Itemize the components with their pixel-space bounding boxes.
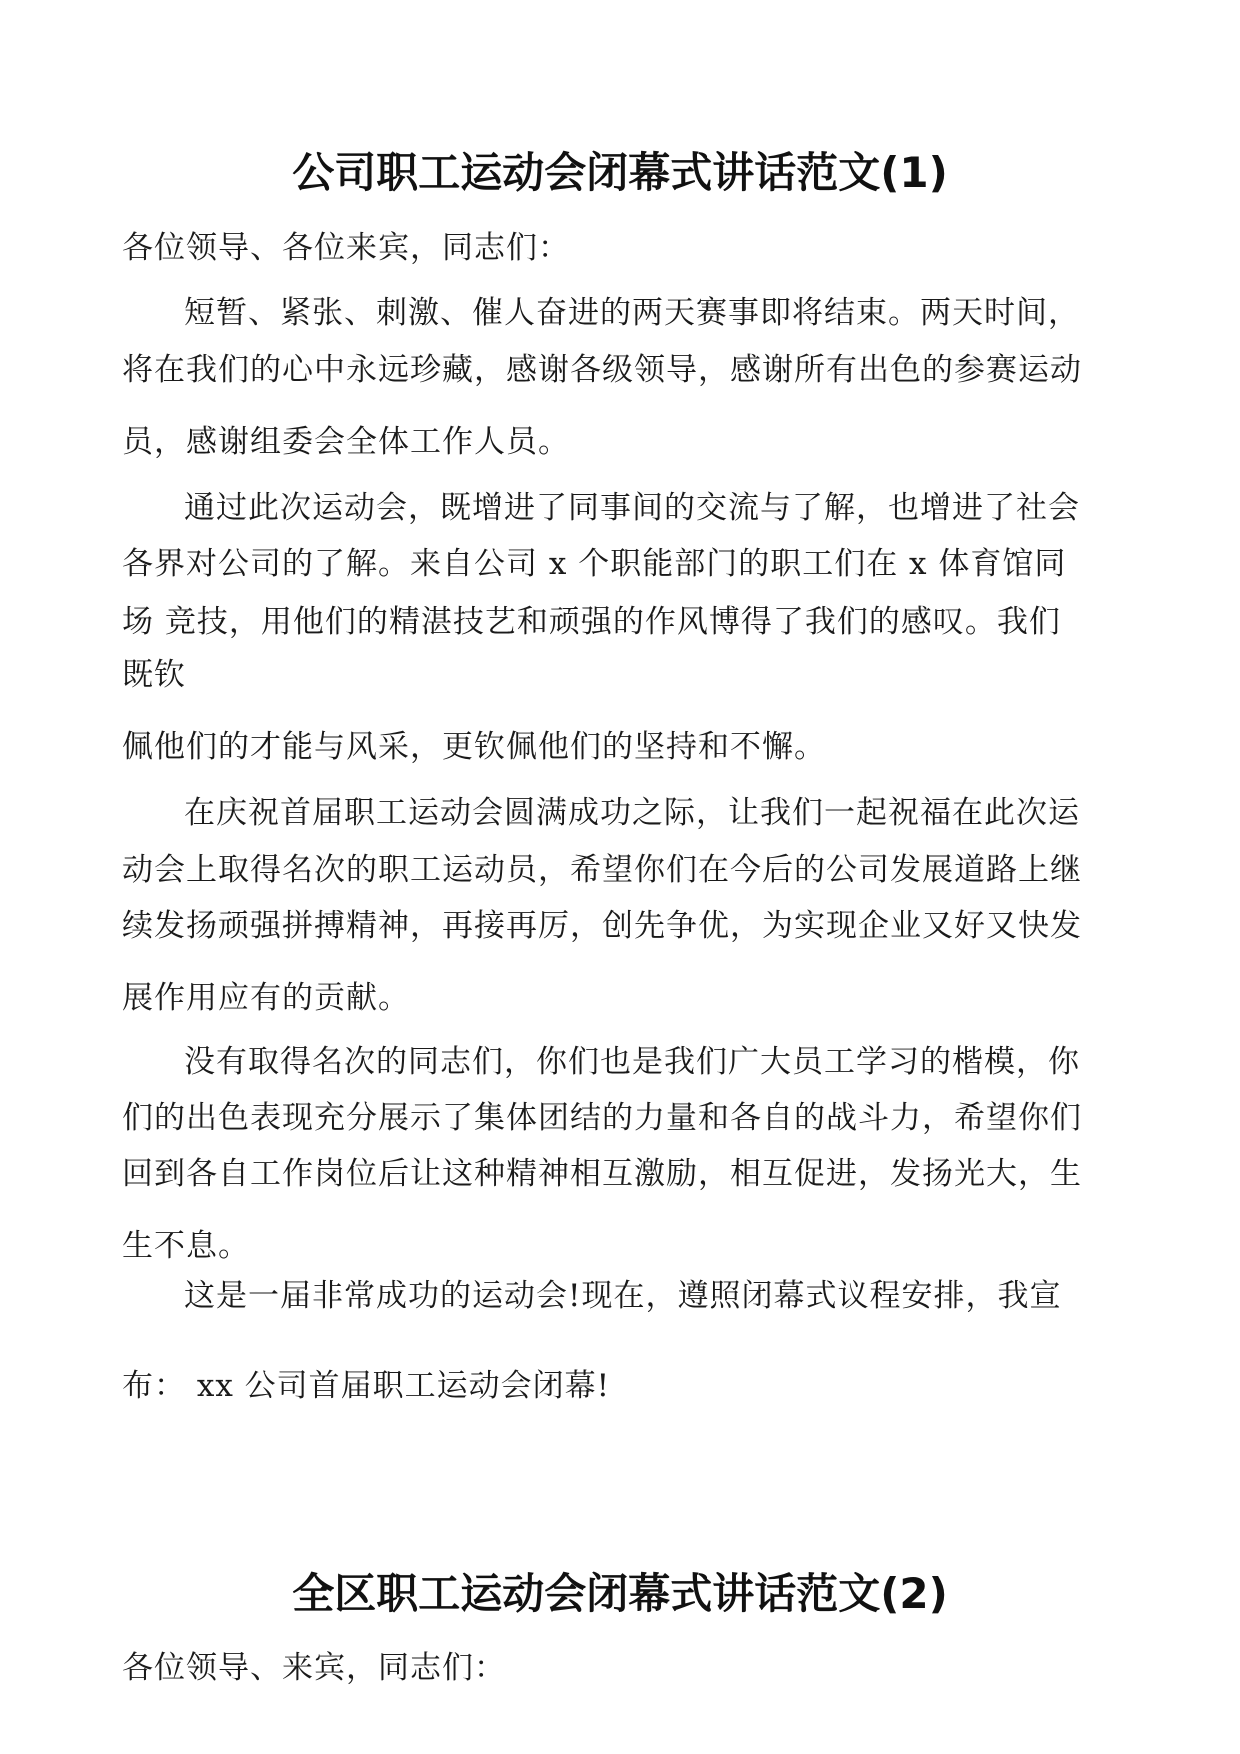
- paragraph-line: 布： xx 公司首届职工运动会闭幕!: [122, 1368, 611, 1404]
- paragraph-line: 佩他们的才能与风采，更钦佩他们的坚持和不懈。: [122, 729, 826, 765]
- paragraph-line: 展作用应有的贡献。: [122, 980, 410, 1016]
- paragraph-line: 既钦: [122, 657, 186, 693]
- paragraph-line: 回到各自工作岗位后让这种精神相互激励，相互促进，发扬光大，生: [122, 1156, 1082, 1192]
- paragraph-line: 在庆祝首届职工运动会圆满成功之际，让我们一起祝福在此次运: [184, 795, 1080, 831]
- paragraph-line: 这是一届非常成功的运动会!现在，遵照闭幕式议程安排，我宣: [184, 1278, 1062, 1314]
- paragraph-line: 员，感谢组委会全体工作人员。: [122, 424, 570, 460]
- paragraph-line: 通过此次运动会，既增进了同事间的交流与了解，也增进了社会: [184, 490, 1080, 526]
- paragraph-line: 们的出色表现充分展示了集体团结的力量和各自的战斗力，希望你们: [122, 1100, 1082, 1136]
- section1-title: 公司职工运动会闭幕式讲话范文(1): [292, 148, 948, 197]
- paragraph-line: 将在我们的心中永远珍藏，感谢各级领导，感谢所有出色的参赛运动: [122, 352, 1082, 388]
- section2-title: 全区职工运动会闭幕式讲话范文(2): [292, 1569, 948, 1618]
- paragraph-line: 场 竞技，用他们的精湛技艺和顽强的作风博得了我们的感叹。我们: [122, 604, 1061, 640]
- paragraph-line: 动会上取得名次的职工运动员，希望你们在今后的公司发展道路上继: [122, 852, 1082, 888]
- paragraph-line: 没有取得名次的同志们，你们也是我们广大员工学习的楷模，你: [184, 1044, 1080, 1080]
- salutation: 各位领导、来宾，同志们：: [122, 1650, 506, 1686]
- paragraph-line: 续发扬顽强拼搏精神，再接再厉，创先争优，为实现企业又好又快发: [122, 908, 1082, 944]
- paragraph-line: 短暂、紧张、刺激、催人奋进的两天赛事即将结束。两天时间，: [184, 295, 1080, 331]
- salutation: 各位领导、各位来宾，同志们：: [122, 230, 570, 266]
- paragraph-line: 生不息。: [122, 1228, 250, 1264]
- paragraph-line: 各界对公司的了解。来自公司 x 个职能部门的职工们在 x 体育馆同: [122, 546, 1067, 582]
